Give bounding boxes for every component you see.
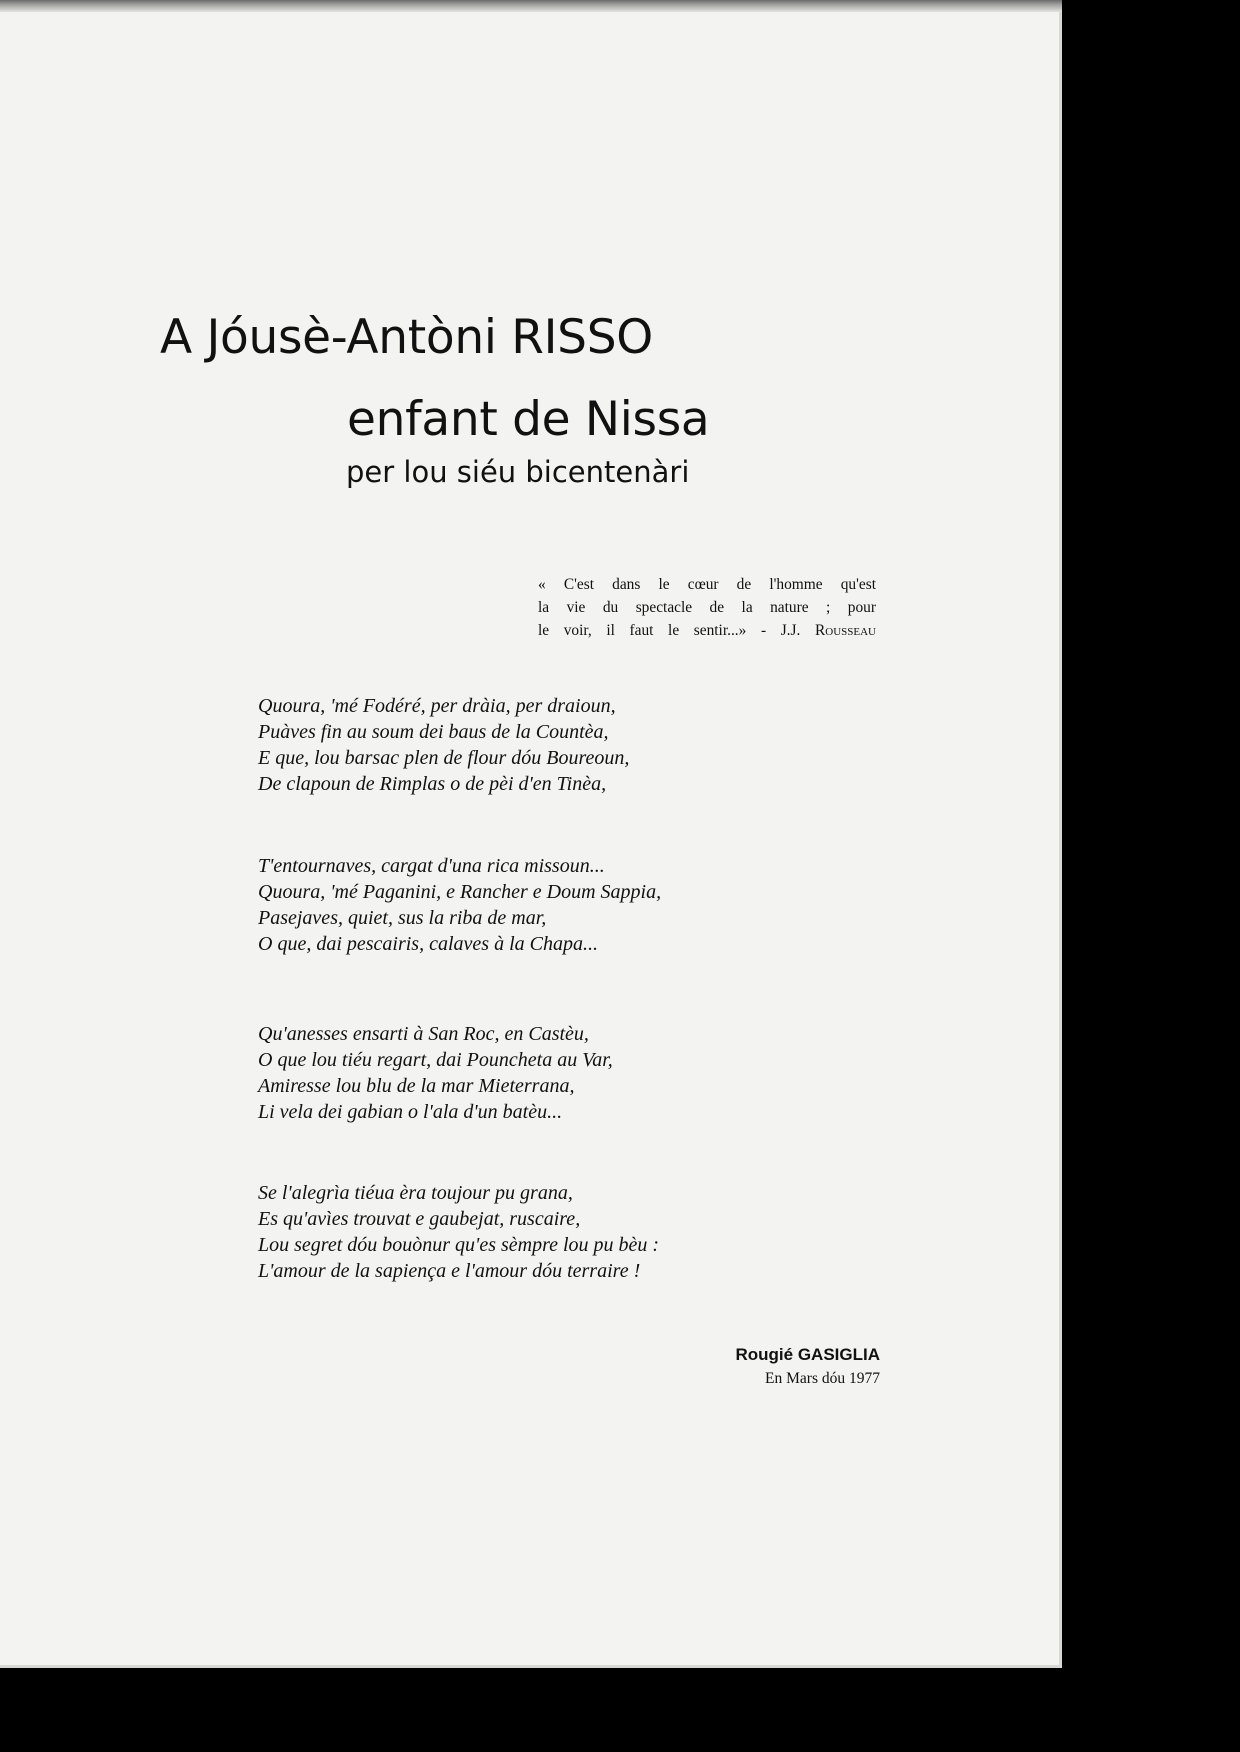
verse: Qu'anesses ensarti à San Roc, en Castèu, (258, 1023, 589, 1045)
epigraph-author: Rousseau (814, 622, 876, 639)
verse: Quoura, 'mé Fodéré, per dràia, per draioun, (258, 695, 616, 717)
verse: E que, lou barsac plen de flour dóu Boureoun, (258, 747, 630, 769)
epigraph-line-text: le voir, il faut le sentir...» - J.J. (538, 622, 801, 639)
verse: L'amour de la sapiença e l'amour dóu terraire ! (258, 1260, 641, 1282)
epigraph-line: la vie du spectacle de la nature ; pour (538, 599, 876, 616)
stanza-4 (258, 1180, 659, 1284)
verse: Puàves fin au soum dei baus de la Countèa, (258, 721, 609, 743)
epigraph-line (538, 619, 876, 642)
verse: Se l'alegrìa tiéua èra toujour pu grana, (258, 1182, 573, 1204)
title-line-1: A Jóusè-Antòni RISSO (160, 310, 653, 365)
verse: Pasejaves, quiet, sus la riba de mar, (258, 907, 547, 929)
verse: O que lou tiéu regart, dai Pouncheta au Var, (258, 1049, 613, 1071)
signature-name: Rougié GASIGLIA (735, 1345, 880, 1364)
signature-date: En Mars dóu 1977 (765, 1370, 880, 1387)
stanza-3 (258, 1021, 613, 1125)
verse: Lou segret dóu bouònur qu'es sèmpre lou pu bèu : (258, 1234, 660, 1256)
epigraph (538, 573, 876, 642)
verse: O que, dai pescairis, calaves à la Chapa... (258, 933, 598, 955)
stanza-2 (258, 853, 661, 957)
stanza-1 (258, 693, 629, 797)
verse: Quoura, 'mé Paganini, e Rancher e Doum Sappia, (258, 881, 662, 903)
page-top-edge (0, 0, 1062, 12)
verse: De clapoun de Rimplas o de pèi d'en Tinèa, (258, 773, 607, 795)
title-line-2: enfant de Nissa (347, 392, 710, 447)
subtitle: per lou siéu bicentenàri (346, 455, 690, 489)
verse: Es qu'avìes trouvat e gaubejat, ruscaire, (258, 1208, 581, 1230)
epigraph-line: « C'est dans le cœur de l'homme qu'est (538, 576, 876, 593)
verse: Amiresse lou blu de la mar Mieterrana, (258, 1075, 575, 1097)
verse: T'entournaves, cargat d'una rica missoun... (258, 855, 605, 877)
verse: Li vela dei gabian o l'ala d'un batèu... (258, 1101, 563, 1123)
